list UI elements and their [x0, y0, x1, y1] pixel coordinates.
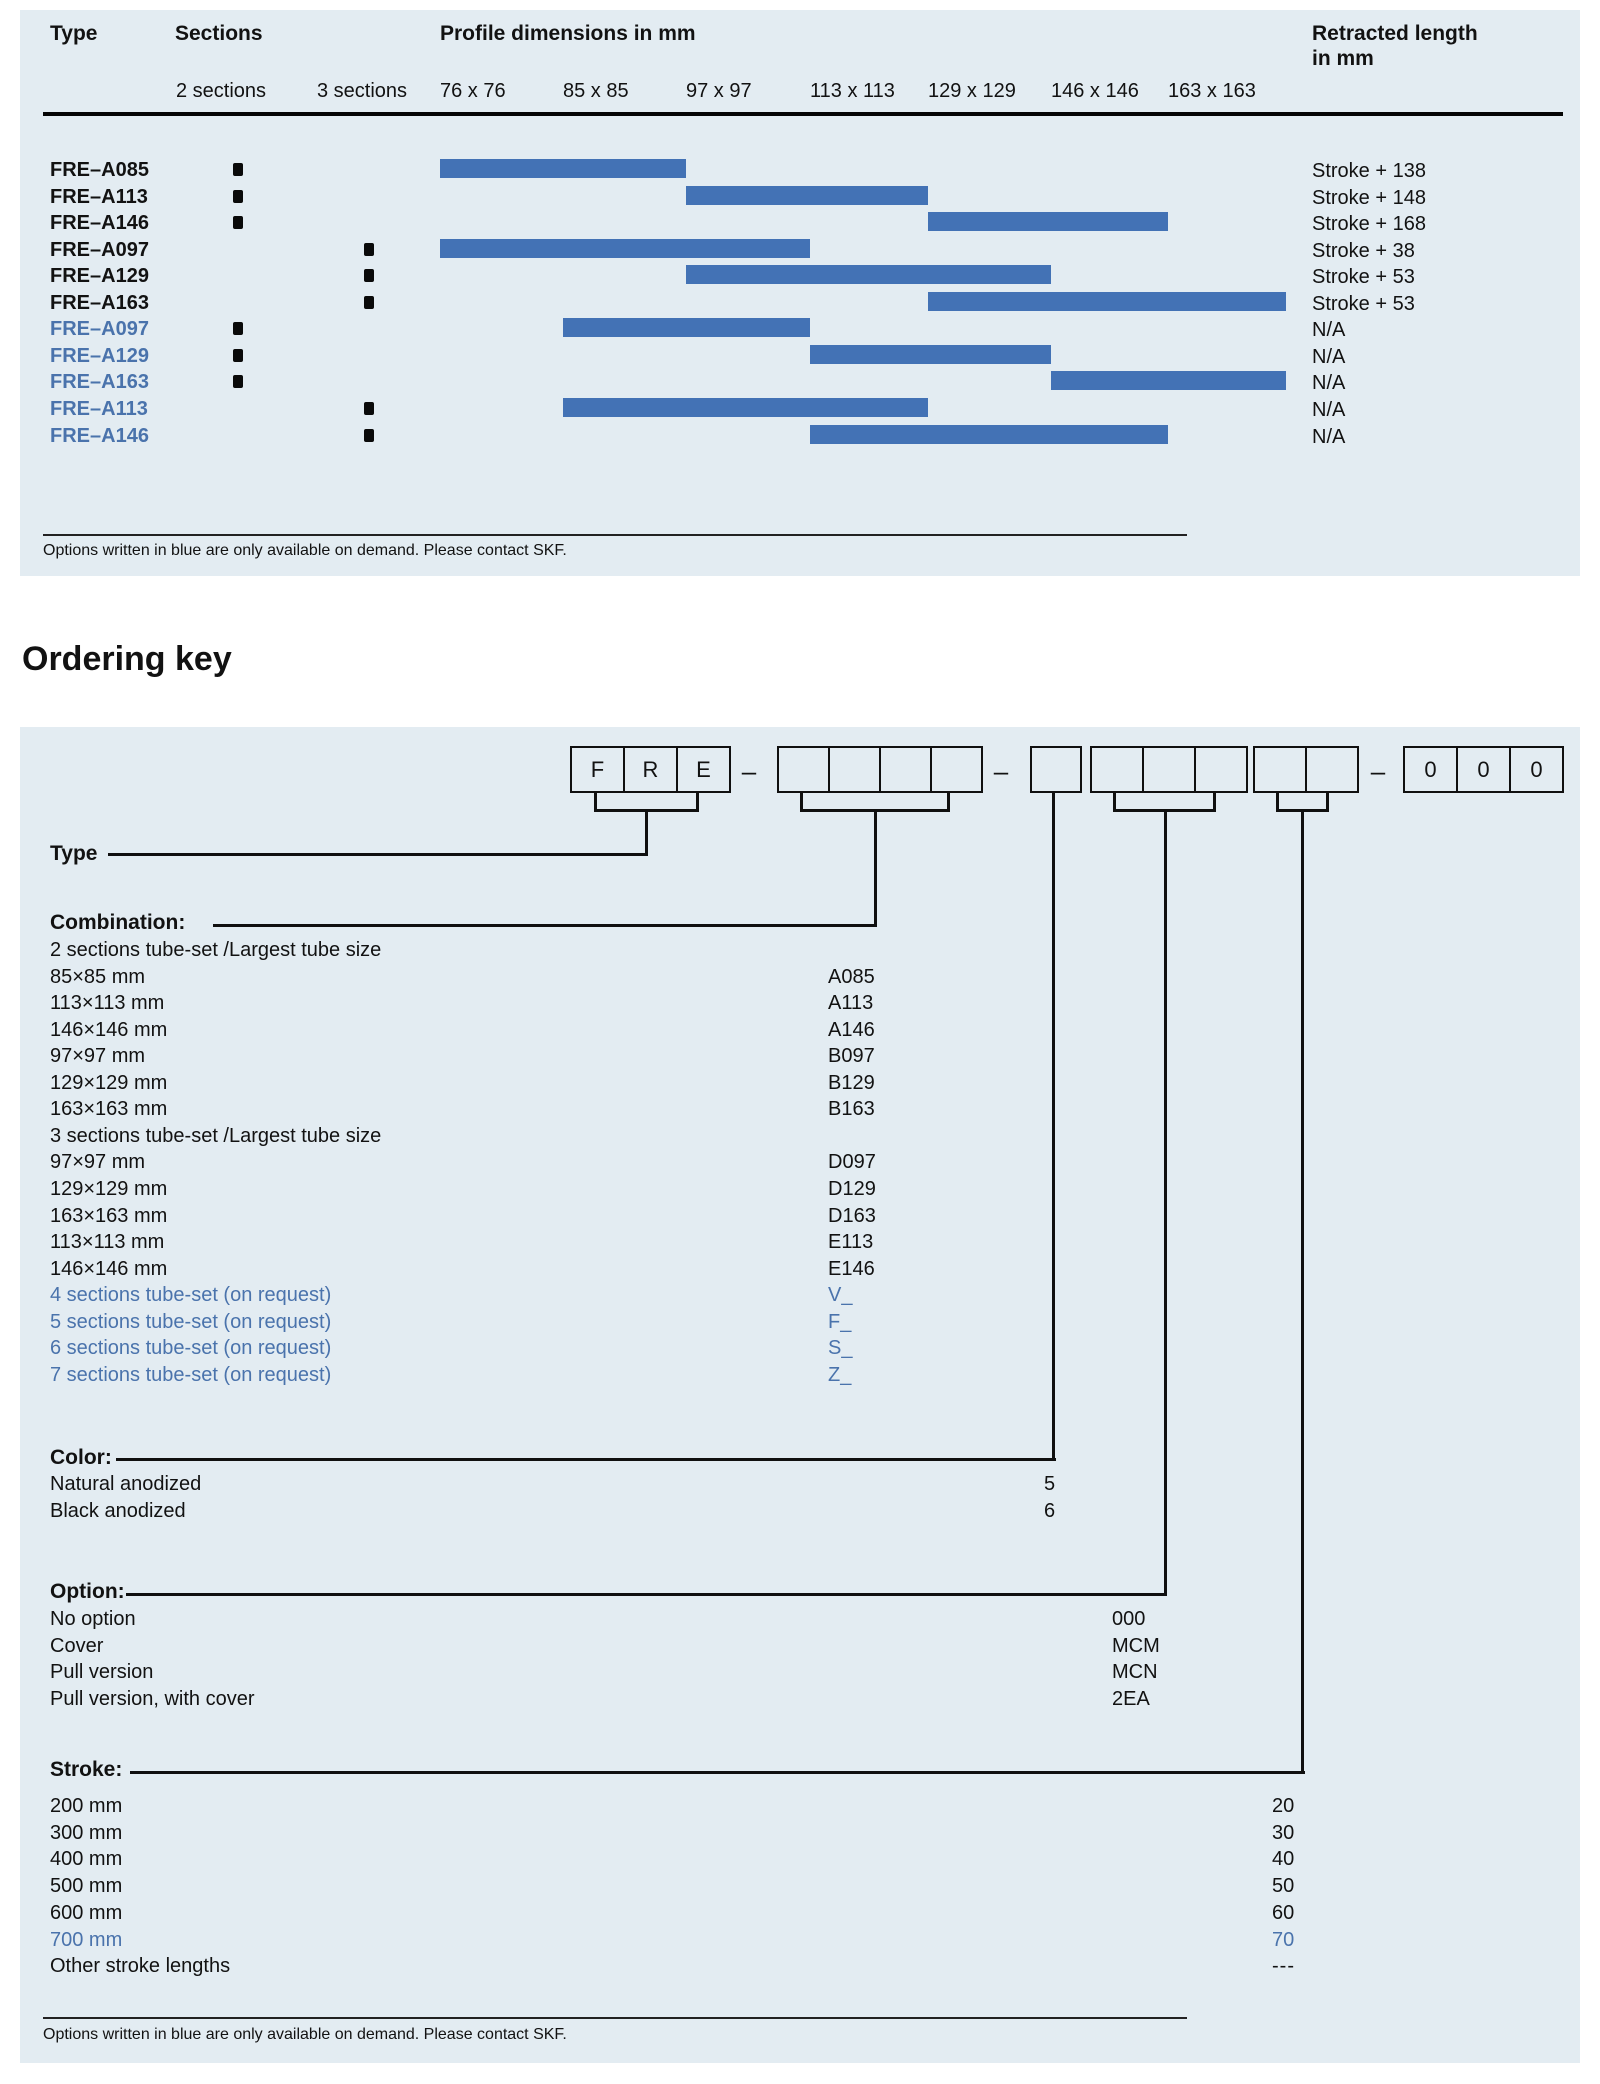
sections-marker	[233, 163, 243, 176]
color-connector-drop	[1052, 793, 1055, 1461]
code-box-stroke-cell	[1255, 748, 1305, 791]
combination-item-text: 3 sections tube-set /Largest tube size	[50, 1124, 382, 1147]
code-box-option-cell	[1194, 748, 1246, 791]
color-item-text: Natural anodized	[50, 1473, 202, 1495]
profile-range-bar	[810, 345, 1051, 364]
profile-range-bar	[686, 186, 928, 205]
code-box-prefix	[570, 746, 731, 793]
code-box-suffix	[1403, 746, 1564, 793]
combination-item-text: 113×113 mm	[50, 1231, 165, 1254]
table-row-type: FRE–A097	[50, 238, 149, 261]
profile-range-bar	[440, 239, 810, 258]
stroke-item-text: 200 mm	[50, 1795, 123, 1817]
type-connector-drop	[645, 812, 648, 856]
profile-range-bar	[928, 292, 1286, 311]
stroke-connector-line	[130, 1771, 1305, 1774]
stroke-item-text: 400 mm	[50, 1848, 123, 1871]
combination-item-code: A113	[828, 992, 874, 1015]
code-box-option-cell	[1092, 748, 1142, 791]
combination-item-code: B097	[828, 1045, 875, 1068]
retracted-length-line1: Retracted length	[1312, 22, 1478, 45]
code-box-combination	[777, 746, 983, 793]
subheader-profile-85x85: 85 x 85	[563, 80, 629, 102]
subheader-sections-2: 2 sections	[176, 80, 267, 102]
combination-item-text: 113×113 mm	[50, 992, 165, 1015]
retracted-length-value: N/A	[1312, 345, 1346, 368]
table-header-rule	[43, 112, 1563, 116]
footnote-rule-ordering-key	[43, 2017, 1187, 2019]
subheader-profile-163x163: 163 x 163	[1168, 80, 1256, 102]
option-connector-line	[126, 1593, 1167, 1596]
subheader-sections-3: 3 sections	[317, 80, 408, 102]
table-row-type: FRE–A129	[50, 265, 149, 288]
combination-item-text: 4 sections tube-set (on request)	[50, 1284, 332, 1307]
option-connector-drop	[1164, 812, 1167, 1596]
combination-item-text: 163×163 mm	[50, 1098, 168, 1121]
option-item-code: 000	[1112, 1608, 1146, 1630]
subheader-profile-129x129: 129 x 129	[928, 80, 1016, 102]
combination-item-text: 163×163 mm	[50, 1204, 168, 1227]
code-box-prefix-cell: R	[623, 748, 676, 791]
combination-connector-line	[213, 924, 877, 927]
combination-item-code: B129	[828, 1071, 875, 1094]
combination-item-code: A085	[828, 965, 875, 988]
stroke-item-code: 40	[1272, 1848, 1295, 1871]
option-item-code: MCM	[1112, 1634, 1160, 1657]
column-header-type: Type	[50, 22, 98, 45]
profile-range-bar	[928, 212, 1168, 231]
code-box-prefix-cell: F	[590, 756, 605, 782]
code-box-suffix-cell: 0	[1509, 748, 1562, 791]
code-box-stroke-cell	[1305, 748, 1357, 791]
sections-marker	[233, 375, 243, 388]
retracted-length-value: N/A	[1312, 425, 1346, 448]
separator-dash-2: –	[993, 756, 1009, 786]
combination-item-text: 85×85 mm	[50, 965, 146, 988]
footnote-table: Options written in blue are only available on demand. Please contact SKF.	[43, 542, 567, 559]
sections-marker	[364, 243, 374, 256]
combination-item-code: Z_	[828, 1363, 852, 1386]
table-row-type: FRE–A113	[50, 397, 148, 420]
combination-item-text: 5 sections tube-set (on request)	[50, 1310, 332, 1333]
option-item-code: 2EA	[1112, 1688, 1150, 1711]
table-row-type: FRE–A097	[50, 318, 149, 341]
subheader-profile-97x97: 97 x 97	[686, 80, 752, 102]
color-item-text: Black anodized	[50, 1500, 186, 1522]
combination-item-code: D163	[828, 1204, 876, 1227]
retracted-length-value: Stroke + 138	[1312, 160, 1426, 182]
combination-item-code: D097	[828, 1151, 876, 1174]
code-box-suffix-cell: 0	[1424, 756, 1437, 782]
sections-marker	[233, 190, 243, 203]
sections-marker	[233, 349, 243, 362]
footnote-ordering-key: Options written in blue are only available on demand. Please contact SKF.	[43, 2026, 567, 2043]
table-row-type: FRE–A163	[50, 291, 149, 314]
retracted-length-value: N/A	[1312, 398, 1346, 421]
combination-item-code: D129	[828, 1177, 876, 1200]
stroke-item-code: ---	[1272, 1955, 1295, 1978]
label-combination: Combination:	[50, 911, 186, 934]
label-option: Option:	[50, 1580, 125, 1603]
profile-range-bar	[563, 398, 928, 417]
retracted-length-value: Stroke + 148	[1312, 186, 1426, 209]
table-row-type: FRE–A146	[50, 424, 149, 447]
combination-item-code: B163	[828, 1098, 875, 1121]
option-bracket-bar	[1113, 809, 1216, 812]
stroke-item-code: 50	[1272, 1875, 1295, 1898]
combination-item-text: 146×146 mm	[50, 1257, 168, 1280]
color-item-code: 5	[1044, 1473, 1056, 1495]
column-header-retracted-length	[1312, 22, 1478, 72]
stroke-item-text: Other stroke lengths	[50, 1955, 231, 1978]
code-box-combination-cell	[828, 748, 879, 791]
retracted-length-line2: in mm	[1312, 46, 1374, 70]
combination-item-code: E146	[828, 1257, 875, 1280]
code-box-option	[1090, 746, 1248, 793]
separator-dash-3: –	[1370, 756, 1386, 786]
code-box-color-cell	[1032, 748, 1080, 791]
table-row-type: FRE–A113	[50, 185, 148, 208]
subheader-profile-113x113: 113 x 113	[810, 80, 895, 102]
label-color: Color:	[50, 1446, 112, 1469]
label-type: Type	[50, 842, 98, 865]
ordering-key-panel	[20, 727, 1580, 2063]
type-bracket-bar	[594, 809, 699, 812]
sections-marker	[233, 216, 243, 229]
combination-item-code: A146	[828, 1018, 875, 1041]
combination-item-code: E113	[828, 1231, 874, 1254]
stroke-bracket-bar	[1276, 809, 1329, 812]
table-row-type: FRE–A163	[50, 371, 149, 394]
subheader-profile-146x146: 146 x 146	[1051, 80, 1139, 102]
code-box-stroke	[1253, 746, 1359, 793]
sections-marker	[364, 296, 374, 309]
sections-marker	[233, 322, 243, 335]
sections-marker	[364, 402, 374, 415]
option-item-text: No option	[50, 1608, 136, 1630]
stroke-item-code: 20	[1272, 1795, 1295, 1817]
stroke-connector-drop	[1301, 812, 1304, 1774]
column-header-profile-dimensions: Profile dimensions in mm	[440, 22, 696, 45]
retracted-length-value: N/A	[1312, 372, 1346, 395]
label-stroke: Stroke:	[50, 1758, 123, 1781]
profile-range-bar	[810, 425, 1168, 444]
combination-item-code: S_	[828, 1337, 853, 1360]
ordering-key-heading: Ordering key	[22, 640, 232, 678]
option-item-code: MCN	[1112, 1661, 1158, 1684]
code-box-suffix-cell: 0	[1456, 748, 1509, 791]
stroke-item-code: 70	[1272, 1928, 1295, 1951]
combination-bracket-bar	[800, 809, 950, 812]
combination-connector-drop	[874, 812, 877, 927]
stroke-item-text: 700 mm	[50, 1928, 123, 1951]
retracted-length-value: Stroke + 168	[1312, 213, 1426, 236]
column-header-sections: Sections	[175, 22, 263, 45]
subheader-profile-76x76: 76 x 76	[440, 80, 506, 102]
retracted-length-value: Stroke + 38	[1312, 239, 1415, 262]
stroke-item-text: 600 mm	[50, 1901, 123, 1924]
code-box-color	[1030, 746, 1082, 793]
option-item-text: Pull version, with cover	[50, 1688, 255, 1711]
combination-item-code: F_	[828, 1310, 852, 1333]
profile-range-bar	[563, 318, 810, 337]
table-row-type: FRE–A085	[50, 159, 149, 181]
code-box-combination-cell	[779, 748, 828, 791]
combination-item-text: 97×97 mm	[50, 1045, 146, 1068]
combination-item-text: 6 sections tube-set (on request)	[50, 1337, 332, 1360]
combination-item-text: 129×129 mm	[50, 1177, 168, 1200]
type-connector-line	[108, 853, 648, 856]
color-connector-line	[116, 1458, 1056, 1461]
combination-item-text: 146×146 mm	[50, 1018, 168, 1041]
separator-dash-1: –	[741, 756, 757, 786]
option-item-text: Pull version	[50, 1661, 154, 1684]
stroke-item-code: 30	[1272, 1821, 1295, 1844]
retracted-length-value: Stroke + 53	[1312, 266, 1415, 289]
profile-range-bar	[440, 159, 686, 178]
retracted-length-value: Stroke + 53	[1312, 292, 1415, 315]
profile-range-bar	[1051, 371, 1286, 390]
color-item-code: 6	[1044, 1500, 1056, 1522]
sections-marker	[364, 269, 374, 282]
combination-item-text: 7 sections tube-set (on request)	[50, 1363, 332, 1386]
table-row-type: FRE–A146	[50, 212, 149, 235]
combination-item-code: V_	[828, 1284, 853, 1307]
retracted-length-value: N/A	[1312, 319, 1346, 342]
combination-item-text: 129×129 mm	[50, 1071, 168, 1094]
option-item-text: Cover	[50, 1634, 104, 1657]
table-row-type: FRE–A129	[50, 344, 149, 367]
combination-item-text: 97×97 mm	[50, 1151, 146, 1174]
combination-item-text: 2 sections tube-set /Largest tube size	[50, 939, 382, 961]
code-box-combination-cell	[879, 748, 930, 791]
code-box-combination-cell	[930, 748, 981, 791]
code-box-option-cell	[1142, 748, 1194, 791]
profile-range-bar	[686, 265, 1051, 284]
stroke-item-code: 60	[1272, 1901, 1295, 1924]
stroke-item-text: 500 mm	[50, 1875, 123, 1898]
sections-marker	[364, 429, 374, 442]
stroke-item-text: 300 mm	[50, 1821, 123, 1844]
code-box-prefix-cell: E	[676, 748, 729, 791]
footnote-rule-table	[43, 534, 1187, 536]
